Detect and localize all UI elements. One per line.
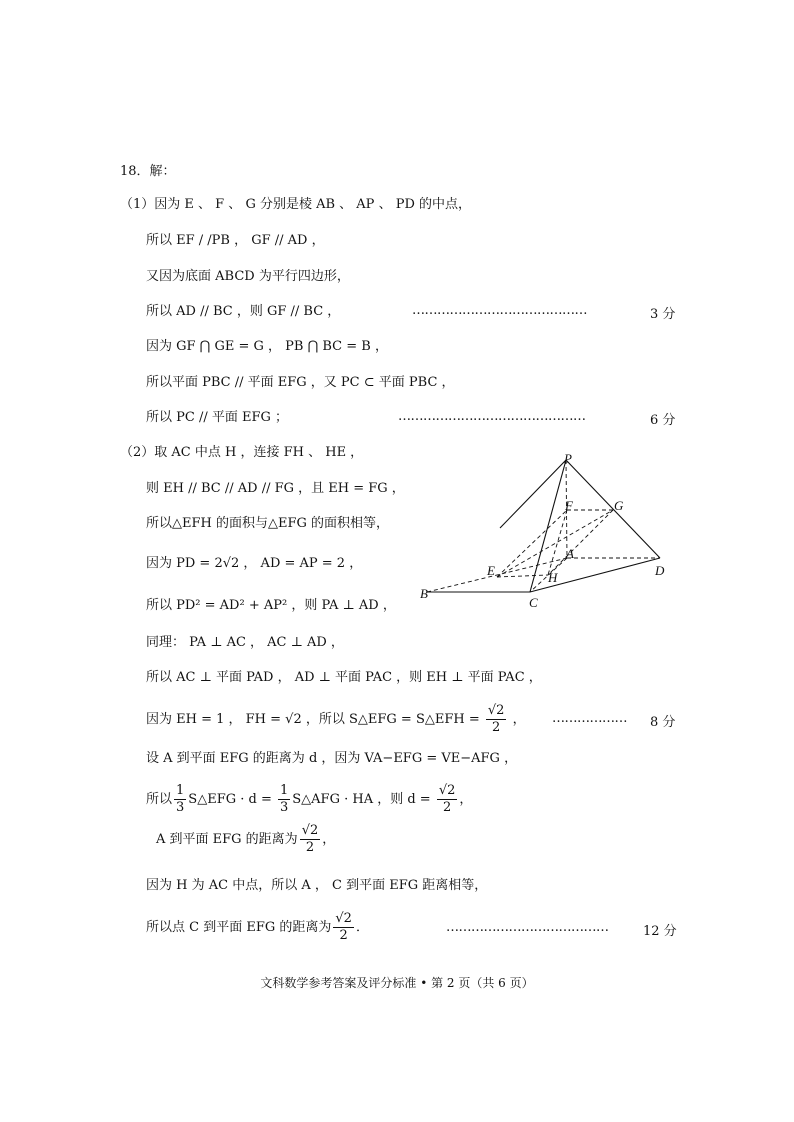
part2-line-11: [156, 820, 335, 860]
fraction-sqrt2-over-2: [486, 703, 507, 736]
edge-extra-solid: [500, 460, 566, 528]
label-b: B: [420, 586, 428, 601]
label-e: E: [487, 563, 495, 578]
line-11-text: A 到平面 EFG 的距离为: [156, 832, 298, 847]
denominator: 3: [176, 800, 185, 815]
score-12: 12 分: [643, 924, 677, 939]
pyramid-figure: [415, 448, 675, 613]
part1-line-5: 因为 GF ⋂ GE = G ， PB ⋂ BC = B ，: [146, 339, 388, 354]
score-8: 8 分: [650, 715, 676, 730]
line-13-punct: ．: [355, 920, 369, 935]
line-10-text-a: 所以: [146, 792, 173, 807]
part1-line-2: 所以 EF / /PB ， GF // AD ，: [146, 233, 325, 248]
part2-line-12: 因为 H 为 AC 中点，所以 A ， C 到平面 EFG 距离相等，: [146, 878, 488, 893]
edge-eg: [497, 510, 613, 577]
denominator: 2: [339, 928, 348, 943]
leader-dots: …………………………………: [446, 920, 609, 935]
denominator: 2: [442, 800, 452, 815]
part2-line-1: （2）取 AC 中点 H ，连接 FH 、 HE ，: [120, 445, 364, 460]
part2-line-5: 所以 PD² = AD² + AP² ，则 PA ⊥ AD ，: [146, 598, 396, 613]
part2-line-2: 则 EH // BC // AD // FG ，且 EH = FG ，: [146, 481, 405, 496]
line-8-punct: ，: [512, 712, 526, 727]
label-f: F: [565, 498, 573, 513]
denominator: 3: [279, 800, 289, 815]
label-a: A: [566, 546, 574, 561]
line-11-punct: ，: [322, 832, 336, 847]
score-3: 3 分: [650, 307, 676, 322]
part1-line-3: 又因为底面 ABCD 为平行四边形，: [146, 269, 350, 284]
numerator: √2: [487, 703, 505, 718]
numerator: 1: [176, 783, 185, 798]
part2-line-13: [146, 908, 369, 948]
solution-heading: 18．解：: [120, 164, 176, 179]
part2-line-4: 因为 PD = 2√2 ， AD = AP = 2 ，: [146, 556, 363, 571]
page-footer: 文科数学参考答案及评分标准 • 第 2 页（共 6 页）: [260, 976, 534, 990]
part2-line-8: [146, 700, 526, 740]
part1-line-7: 所以 PC // 平面 EFG ；: [146, 410, 289, 425]
label-d: D: [655, 563, 665, 578]
line-10-text-c: S△AFG · HA ，则 d =: [292, 792, 431, 807]
label-g: G: [614, 498, 624, 513]
part2-line-10: [146, 780, 472, 820]
numerator: √2: [335, 911, 352, 926]
part1-line-4: 所以 AD // BC ，则 GF // BC ，: [146, 304, 341, 319]
fraction-one-third: [278, 783, 290, 816]
edge-pd: [566, 460, 660, 558]
line-10-punct: ，: [459, 792, 473, 807]
part2-line-9: 设 A 到平面 EFG 的距离为 d ，因为 VA−EFG = VE−AFG ，: [146, 751, 518, 766]
line-8-text: 因为 EH = 1 ， FH = √2 ，所以 S△EFG = S△EFH =: [146, 712, 480, 727]
label-c: C: [529, 595, 538, 610]
score-6: 6 分: [650, 413, 676, 428]
fraction-sqrt2-over-2: [437, 783, 458, 816]
line-10-text-b: S△EFG · d =: [188, 792, 272, 807]
label-h: H: [548, 570, 558, 585]
part1-line-6: 所以平面 PBC // 平面 EFG ，又 PC ⊂ 平面 PBC ，: [146, 375, 455, 390]
denominator: 2: [492, 720, 501, 735]
edge-eh: [497, 575, 548, 577]
edge-gh: [548, 510, 613, 575]
fraction-one-third: [174, 783, 186, 816]
part1-line-1: （1）因为 E 、 F 、 G 分别是棱 AB 、 AP 、 PD 的中点，: [120, 197, 472, 212]
numerator: √2: [301, 823, 319, 838]
label-p: P: [564, 451, 572, 466]
leader-dots: ………………………………………: [398, 409, 586, 424]
part2-line-6: 同理： PA ⊥ AC ， AC ⊥ AD ，: [146, 635, 344, 650]
numerator: 1: [279, 783, 289, 798]
leader-dots: ……………………………………: [412, 303, 587, 318]
leader-dots: ………………: [552, 711, 627, 726]
fraction-sqrt2-over-2: [300, 823, 321, 856]
part2-line-7: 所以 AC ⊥ 平面 PAD ， AD ⊥ 平面 PAC ，则 EH ⊥ 平面 PAC ，: [146, 670, 542, 685]
denominator: 2: [305, 840, 315, 855]
part2-line-3: 所以△EFH 的面积与△EFG 的面积相等，: [146, 516, 390, 531]
fraction-sqrt2-over-2: [333, 911, 354, 944]
line-13-text: 所以点 C 到平面 EFG 的距离为: [146, 920, 332, 935]
numerator: √2: [438, 783, 456, 798]
